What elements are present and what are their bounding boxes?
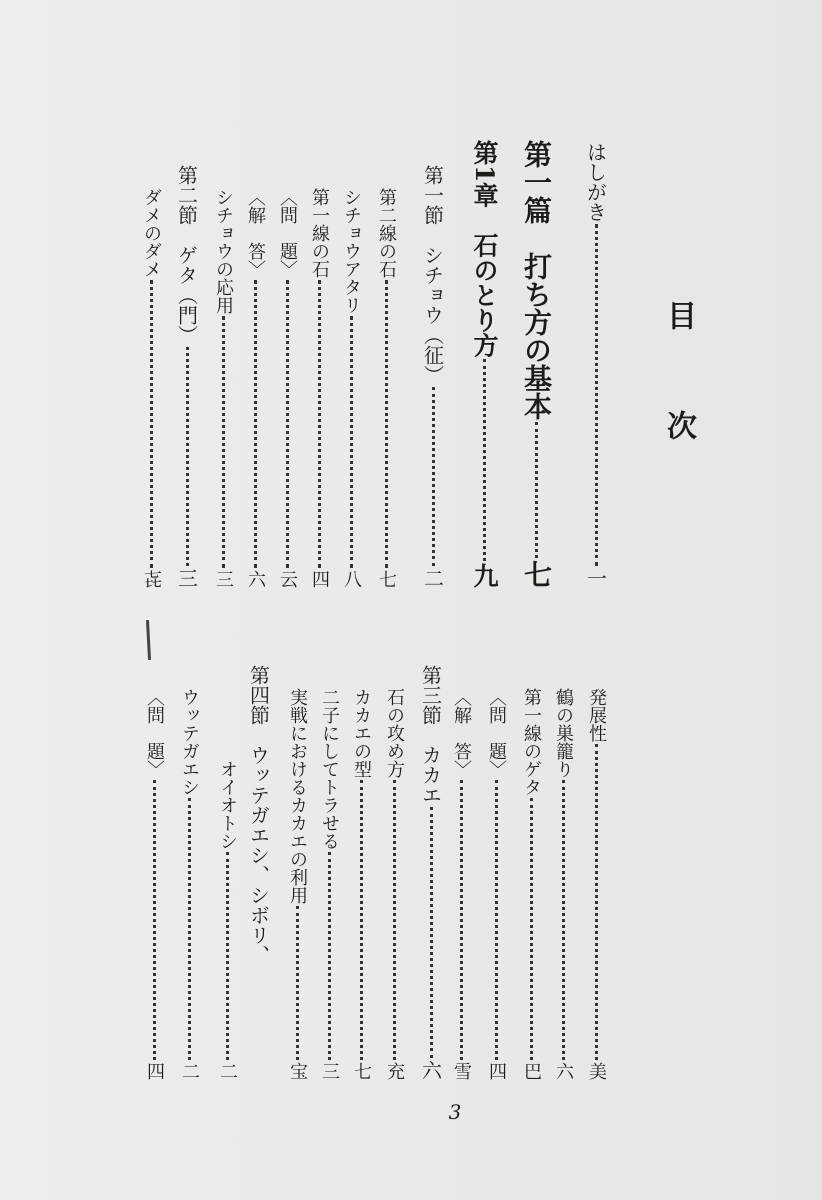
leader-dots bbox=[286, 280, 289, 568]
leader-dots bbox=[385, 280, 388, 568]
toc-entry-page: 三 bbox=[319, 1062, 340, 1080]
leader-dots bbox=[483, 359, 486, 561]
top-entry bbox=[336, 188, 366, 588]
stray-mark bbox=[146, 620, 151, 660]
leader-dots bbox=[150, 280, 153, 568]
toc-entry-label: 〈問 題〉 bbox=[486, 688, 507, 778]
toc-entry-label: はしがき bbox=[583, 142, 608, 222]
toc-entry-page: 云 bbox=[277, 570, 298, 588]
toc-entry-page: 二 bbox=[420, 568, 445, 588]
leader-dots bbox=[430, 807, 433, 1058]
top-entry bbox=[304, 188, 334, 588]
toc-entry-label: 鶴の巣籠り bbox=[553, 688, 574, 778]
bottom-entry bbox=[314, 688, 344, 1080]
toc-entry-page: 雪 bbox=[451, 1062, 472, 1080]
toc-entry-label: 第三節 カカエ bbox=[418, 665, 443, 805]
toc-entry-label: オイオトシ bbox=[217, 760, 238, 850]
toc-entry-label: 第四節 ウッテガエシ、シボリ、 bbox=[246, 665, 271, 965]
leader-dots bbox=[254, 280, 257, 568]
bottom-entry bbox=[212, 760, 242, 1080]
leader-dots bbox=[460, 780, 463, 1060]
leader-dots bbox=[595, 224, 598, 566]
top-entry bbox=[136, 188, 166, 588]
toc-entry-label: 第一線の石 bbox=[309, 188, 330, 278]
toc-entry-label: 二子にしてトラせる bbox=[319, 688, 340, 850]
toc-entry-page: 四 bbox=[486, 1062, 507, 1080]
toc-entry-page: 七 bbox=[376, 570, 397, 588]
toc-entry-label: 第一線のゲタ bbox=[521, 688, 542, 796]
toc-entry-label: 〈問 題〉 bbox=[144, 688, 165, 778]
toc-entry-page: 四 bbox=[144, 1062, 165, 1080]
toc-entry-page: 六 bbox=[418, 1060, 443, 1080]
toc-entry-label: 〈解 答〉 bbox=[245, 188, 266, 278]
top-entry bbox=[469, 140, 499, 588]
bottom-entry bbox=[416, 665, 446, 1080]
toc-entry-label: 第一篇 打ち方の基本 bbox=[520, 140, 553, 420]
toc-entry-label: 第二線の石 bbox=[376, 188, 397, 278]
leader-dots bbox=[296, 906, 299, 1060]
toc-entry-label: 〈解 答〉 bbox=[451, 688, 472, 778]
toc-entry-page: 九 bbox=[470, 563, 499, 588]
toc-entry-label: シチョウの応用 bbox=[213, 188, 234, 314]
leader-dots bbox=[188, 798, 191, 1060]
toc-entry-label: 発展性 bbox=[586, 688, 607, 742]
toc-entry-page: 㐂 bbox=[141, 570, 162, 588]
toc-entry-page: 六 bbox=[245, 570, 266, 588]
leader-dots bbox=[495, 780, 498, 1060]
title-char-2: 次 bbox=[661, 410, 696, 440]
toc-entry-page: 充 bbox=[384, 1062, 405, 1080]
leader-dots bbox=[360, 780, 363, 1060]
bottom-entry bbox=[516, 688, 546, 1080]
toc-entry-page: 美 bbox=[586, 1062, 607, 1080]
leader-dots bbox=[186, 347, 189, 566]
toc-entry-page: 七 bbox=[351, 1062, 372, 1080]
leader-dots bbox=[530, 798, 533, 1060]
bottom-entry bbox=[581, 688, 611, 1080]
toc-entry-page: 三 bbox=[174, 568, 199, 588]
leader-dots bbox=[432, 387, 435, 566]
leader-dots bbox=[535, 422, 538, 558]
bottom-entry bbox=[446, 688, 476, 1080]
top-entry bbox=[272, 188, 302, 588]
top-entry bbox=[418, 165, 448, 588]
toc-entry-page: 二 bbox=[217, 1062, 238, 1080]
leader-dots bbox=[562, 780, 565, 1060]
toc-entry-label: ウッテガエシ bbox=[179, 688, 200, 796]
toc-entry-label: 第二節 ゲタ（門） bbox=[174, 165, 199, 345]
bottom-entry bbox=[346, 688, 376, 1080]
leader-dots bbox=[153, 780, 156, 1060]
title-char-1: 目 bbox=[661, 300, 696, 330]
leader-dots bbox=[318, 280, 321, 568]
leader-dots bbox=[222, 316, 225, 568]
leader-dots bbox=[393, 780, 396, 1060]
toc-entry-label: 〈問 題〉 bbox=[277, 188, 298, 278]
toc-entry-page: 四 bbox=[309, 570, 330, 588]
toc-entry-label: 第1章 石のとり方 bbox=[470, 140, 499, 358]
top-entry bbox=[240, 188, 270, 588]
leader-dots bbox=[328, 852, 331, 1060]
toc-entry-label: 石の攻め方 bbox=[384, 688, 405, 778]
bottom-entry bbox=[481, 688, 511, 1080]
toc-entry-label: シチョウアタリ bbox=[341, 188, 362, 314]
leader-dots bbox=[350, 316, 353, 568]
toc-title bbox=[650, 300, 700, 440]
toc-entry-label: カカエの型 bbox=[351, 688, 372, 778]
bottom-entry bbox=[379, 688, 409, 1080]
page-number: 3 bbox=[448, 1100, 462, 1124]
bottom-entry bbox=[139, 688, 169, 1080]
toc-entry-label: ダメのダメ bbox=[141, 188, 162, 278]
top-entry bbox=[581, 142, 611, 588]
leader-dots bbox=[226, 852, 229, 1060]
toc-entry-page: 六 bbox=[553, 1062, 574, 1080]
bottom-entry bbox=[244, 665, 274, 1080]
toc-entry-page: 七 bbox=[520, 560, 553, 588]
toc-entry-page: 二 bbox=[179, 1062, 200, 1080]
toc-entry-page: 巴 bbox=[521, 1062, 542, 1080]
toc-entry-page: 一 bbox=[583, 568, 608, 588]
top-entry bbox=[371, 188, 401, 588]
bottom-entry bbox=[548, 688, 578, 1080]
toc-entry-page: 宝 bbox=[287, 1062, 308, 1080]
bottom-entry bbox=[174, 688, 204, 1080]
bottom-entry bbox=[282, 688, 312, 1080]
toc-entry-label: 実戦におけるカカエの利用 bbox=[287, 688, 308, 904]
toc-entry-page: 三 bbox=[213, 570, 234, 588]
top-entry bbox=[521, 140, 551, 588]
top-entry bbox=[172, 165, 202, 588]
toc-entry-page: 八 bbox=[341, 570, 362, 588]
top-entry bbox=[208, 188, 238, 588]
toc-entry-label: 第一節 シチョウ（征） bbox=[420, 165, 445, 385]
leader-dots bbox=[595, 744, 598, 1060]
